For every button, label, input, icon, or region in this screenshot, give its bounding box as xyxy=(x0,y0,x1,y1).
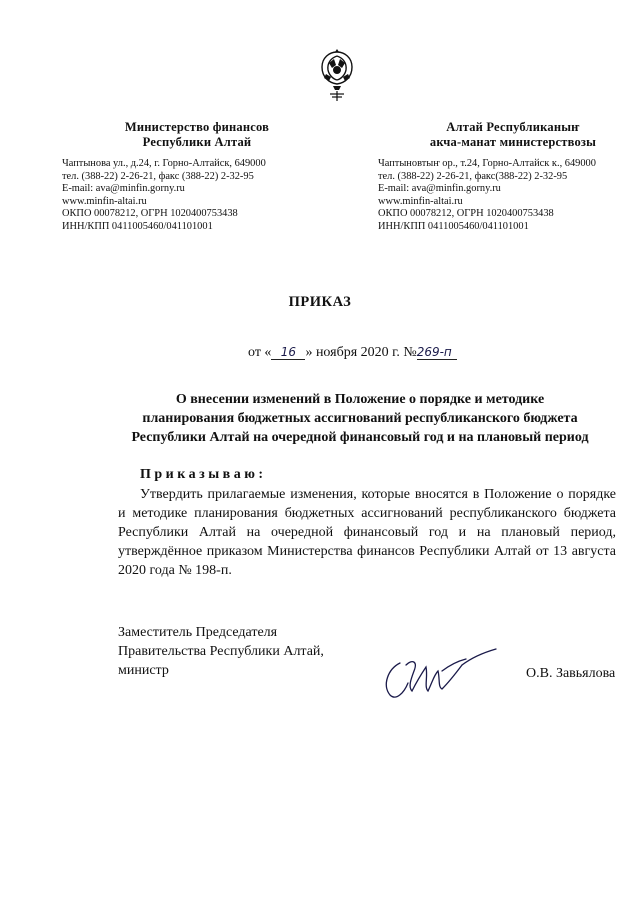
email-left: E-mail: ava@minfin.gorny.ru xyxy=(62,183,185,195)
order-body-text: Утвердить прилагаемые изменения, которые вносятся в Положение о порядке и методике планирования бюджетных ассигнований республиканского бюджета Республики Алтай на очередной финансовый год и на плановый период, утверждённое приказом Министерства финансов Республики Алтай от 13 августа 2020 года № 198-п. xyxy=(118,487,616,578)
position-line3: министр xyxy=(118,663,169,678)
org-name-right-line2: акча-манат министерствозы xyxy=(429,135,597,149)
address-right: Чаптыновтыҥ ор., т.24, Горно-Алтайск к., 649000 xyxy=(378,158,596,169)
inn-left: ИНН/КПП 0411005460/041101001 xyxy=(62,220,213,232)
website-left: www.minfin-altai.ru xyxy=(62,195,147,207)
org-name-left-line1: Министерство финансов xyxy=(124,120,270,134)
org-name-right xyxy=(378,120,640,150)
email-right: E-mail: ava@minfin.gorny.ru xyxy=(378,183,501,195)
order-number: 269-п xyxy=(417,345,457,360)
position-line2: Правительства Республики Алтай, xyxy=(118,644,324,659)
coat-of-arms-emblem-icon xyxy=(314,46,360,104)
okpo-right: ОКПО 00078212, ОГРН 1020400753438 xyxy=(378,208,554,220)
document-title: ПРИКАЗ xyxy=(288,294,352,310)
order-date-line xyxy=(248,345,457,361)
handwritten-signature-icon xyxy=(378,643,502,705)
contacts-left xyxy=(62,158,332,234)
date-middle: » ноября 2020 г. № xyxy=(305,345,417,360)
okpo-left: ОКПО 00078212, ОГРН 1020400753438 xyxy=(62,208,238,220)
order-subject xyxy=(90,390,630,447)
signatory-name: О.В. Завьялова xyxy=(526,666,616,681)
header-left xyxy=(62,120,332,234)
org-name-right-line1: Алтай Республиканыҥ xyxy=(446,120,580,134)
subject-line1: О внесении изменений в Положение о порядке и методике xyxy=(175,392,545,407)
date-prefix: от « xyxy=(248,345,272,360)
position-line1: Заместитель Председателя xyxy=(118,625,278,640)
order-day: 16 xyxy=(271,345,305,360)
order-directive-word: Приказываю: xyxy=(140,467,267,482)
subject-line2: планирования бюджетных ассигнований республиканского бюджета xyxy=(142,411,578,426)
phone-left: тел. (388-22) 2-26-21, факс (388-22) 2-32-95 xyxy=(62,170,254,182)
address-left: Чаптынова ул., д.24, г. Горно-Алтайск, 649000 xyxy=(62,158,266,169)
header-right xyxy=(378,120,640,234)
inn-right: ИНН/КПП 0411005460/041101001 xyxy=(378,220,529,232)
phone-right: тел. (388-22) 2-26-21, факс(388-22) 2-32-95 xyxy=(378,170,568,182)
org-name-left xyxy=(62,120,332,150)
signatory-position xyxy=(118,623,324,680)
subject-line3: Республики Алтай на очередной финансовый год и на плановый период xyxy=(131,430,589,445)
contacts-right xyxy=(378,158,640,234)
website-right: www.minfin-altai.ru xyxy=(378,195,463,207)
org-name-left-line2: Республики Алтай xyxy=(142,135,252,149)
